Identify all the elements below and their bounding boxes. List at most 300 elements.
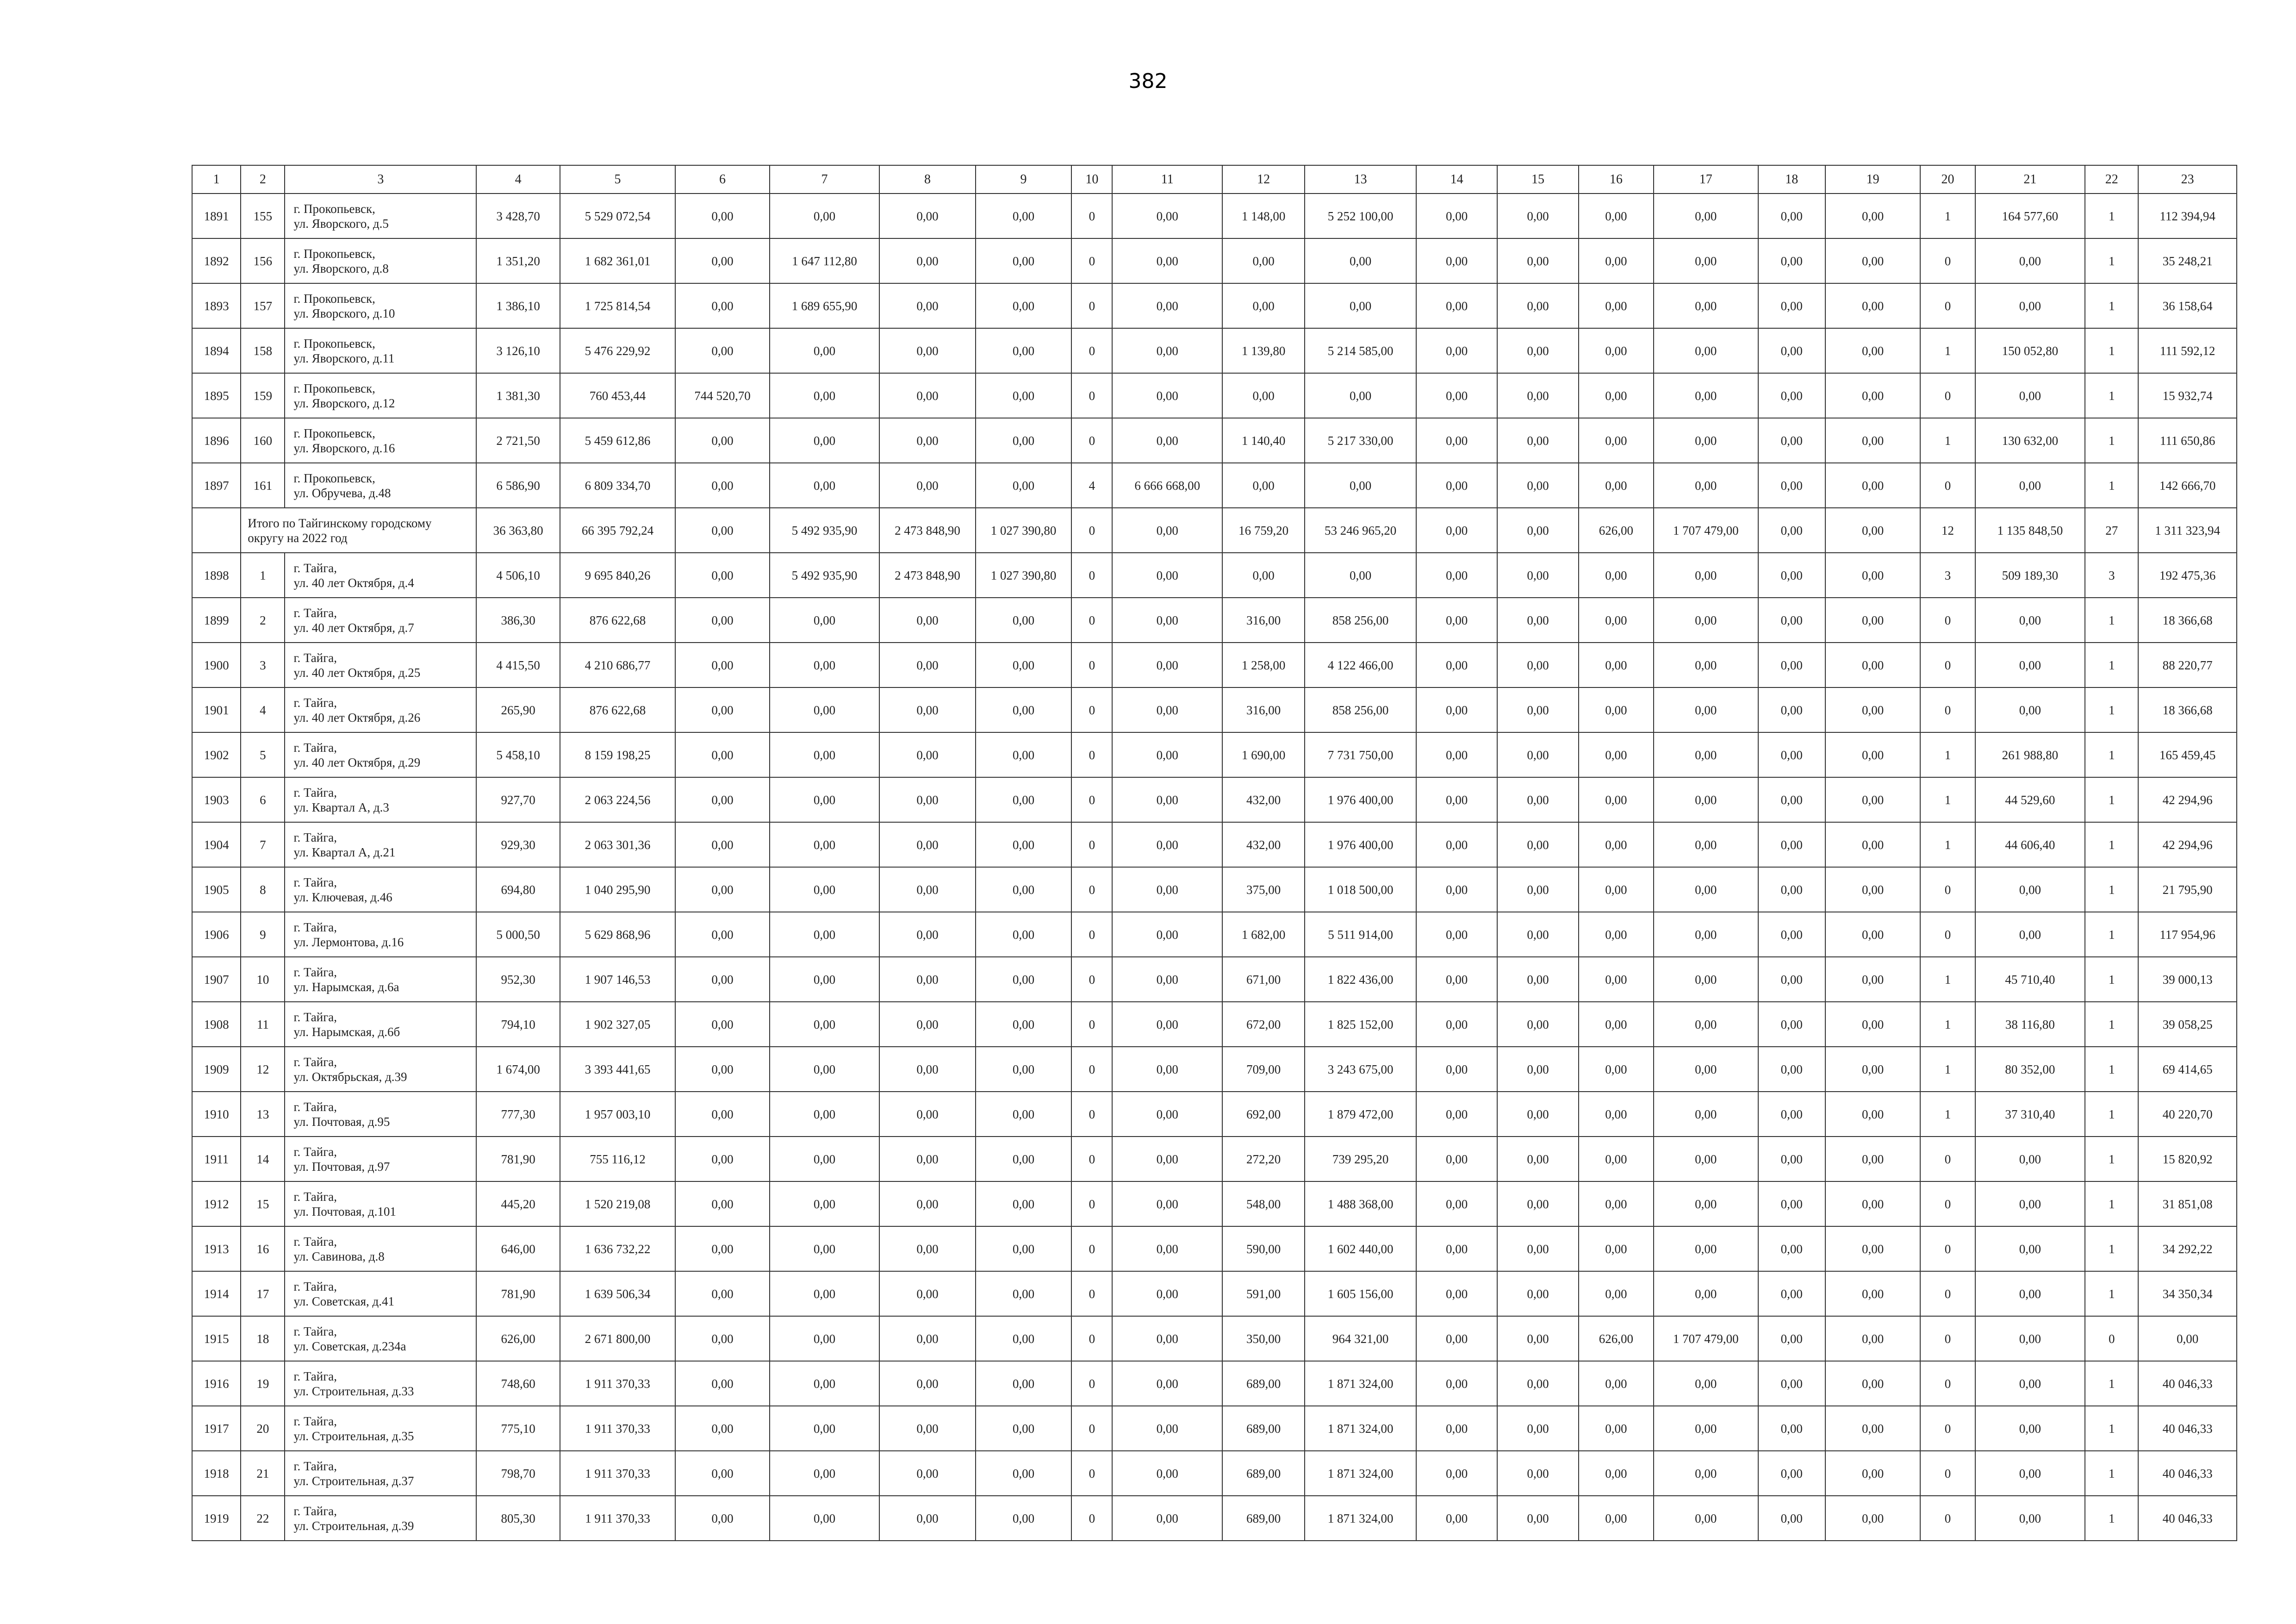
value-cell: 0 bbox=[1071, 1316, 1112, 1361]
value-cell: 0,00 bbox=[1579, 732, 1654, 777]
address-city: г. Тайга, bbox=[293, 1010, 337, 1024]
value-cell: 142 666,70 bbox=[2138, 463, 2237, 508]
row-number: 1905 bbox=[192, 867, 241, 912]
value-cell: 0,00 bbox=[976, 418, 1071, 463]
value-cell: 0,00 bbox=[2138, 1316, 2237, 1361]
value-cell: 0,00 bbox=[1579, 283, 1654, 328]
value-cell: 1 bbox=[2085, 1092, 2138, 1137]
value-cell: 69 414,65 bbox=[2138, 1047, 2237, 1092]
address-street: ул. Строительная, д.35 bbox=[293, 1429, 414, 1443]
value-cell: 0 bbox=[2085, 1316, 2138, 1361]
value-cell: 0,00 bbox=[1758, 643, 1825, 687]
address-cell bbox=[285, 1181, 476, 1226]
sub-number: 14 bbox=[241, 1137, 285, 1181]
value-cell: 0,00 bbox=[1758, 822, 1825, 867]
value-cell: 316,00 bbox=[1222, 687, 1305, 732]
value-cell: 0,00 bbox=[1416, 1181, 1497, 1226]
value-cell: 0,00 bbox=[1497, 1047, 1578, 1092]
value-cell: 4 122 466,00 bbox=[1305, 643, 1416, 687]
value-cell: 1 957 003,10 bbox=[560, 1092, 676, 1137]
address-city: г. Прокопьевск, bbox=[293, 471, 375, 485]
value-cell: 1 bbox=[1920, 1002, 1975, 1047]
value-cell: 1 bbox=[2085, 1002, 2138, 1047]
value-cell: 0,00 bbox=[1222, 553, 1305, 598]
value-cell: 4 bbox=[1071, 463, 1112, 508]
table-row bbox=[192, 553, 2237, 598]
value-cell: 66 395 792,24 bbox=[560, 508, 676, 553]
row-number: 1897 bbox=[192, 463, 241, 508]
value-cell: 0,00 bbox=[675, 1226, 769, 1271]
value-cell: 0,00 bbox=[1416, 1406, 1497, 1451]
value-cell: 0,00 bbox=[1112, 822, 1222, 867]
sub-number: 11 bbox=[241, 1002, 285, 1047]
value-cell: 0,00 bbox=[1112, 1092, 1222, 1137]
value-cell: 0,00 bbox=[1497, 1361, 1578, 1406]
value-cell: 0,00 bbox=[976, 238, 1071, 283]
value-cell: 0,00 bbox=[1758, 418, 1825, 463]
column-number: 23 bbox=[2138, 165, 2237, 194]
value-cell: 0,00 bbox=[1497, 1181, 1578, 1226]
value-cell: 0 bbox=[1071, 328, 1112, 373]
address-street: ул. Яворского, д.10 bbox=[293, 306, 395, 320]
row-number: 1908 bbox=[192, 1002, 241, 1047]
value-cell: 0,00 bbox=[1825, 418, 1920, 463]
value-cell: 1 871 324,00 bbox=[1305, 1496, 1416, 1541]
value-cell: 3 393 441,65 bbox=[560, 1047, 676, 1092]
total-row bbox=[192, 508, 2237, 553]
value-cell: 0,00 bbox=[1416, 1496, 1497, 1541]
value-cell: 781,90 bbox=[476, 1271, 560, 1316]
value-cell: 952,30 bbox=[476, 957, 560, 1002]
value-cell: 0,00 bbox=[976, 912, 1071, 957]
value-cell: 0,00 bbox=[976, 328, 1071, 373]
value-cell: 0 bbox=[1920, 238, 1975, 283]
value-cell: 805,30 bbox=[476, 1496, 560, 1541]
value-cell: 929,30 bbox=[476, 822, 560, 867]
value-cell: 1 911 370,33 bbox=[560, 1496, 676, 1541]
value-cell: 5 511 914,00 bbox=[1305, 912, 1416, 957]
value-cell: 1 976 400,00 bbox=[1305, 822, 1416, 867]
value-cell: 44 606,40 bbox=[1975, 822, 2085, 867]
value-cell: 0,00 bbox=[1825, 238, 1920, 283]
sub-number: 8 bbox=[241, 867, 285, 912]
value-cell: 1 bbox=[2085, 1226, 2138, 1271]
value-cell: 0 bbox=[1920, 1316, 1975, 1361]
sub-number: 19 bbox=[241, 1361, 285, 1406]
value-cell: 0,00 bbox=[1497, 1451, 1578, 1496]
value-cell: 1 bbox=[2085, 238, 2138, 283]
address-cell bbox=[285, 598, 476, 643]
row-number: 1898 bbox=[192, 553, 241, 598]
value-cell: 744 520,70 bbox=[675, 373, 769, 418]
value-cell: 0,00 bbox=[1416, 418, 1497, 463]
value-cell: 0,00 bbox=[770, 373, 880, 418]
value-cell: 0,00 bbox=[1758, 867, 1825, 912]
address-cell bbox=[285, 1092, 476, 1137]
value-cell: 0 bbox=[1071, 283, 1112, 328]
value-cell: 1 bbox=[2085, 1047, 2138, 1092]
value-cell: 0,00 bbox=[1654, 553, 1758, 598]
address-cell bbox=[285, 1451, 476, 1496]
value-cell: 0,00 bbox=[1654, 238, 1758, 283]
value-cell: 0,00 bbox=[675, 328, 769, 373]
value-cell: 2 473 848,90 bbox=[879, 553, 975, 598]
value-cell: 0,00 bbox=[1758, 373, 1825, 418]
value-cell: 0,00 bbox=[1654, 643, 1758, 687]
address-cell bbox=[285, 553, 476, 598]
value-cell: 0,00 bbox=[1758, 732, 1825, 777]
value-cell: 0,00 bbox=[1654, 328, 1758, 373]
value-cell: 38 116,80 bbox=[1975, 1002, 2085, 1047]
value-cell: 0,00 bbox=[1758, 238, 1825, 283]
value-cell: 4 210 686,77 bbox=[560, 643, 676, 687]
column-number: 15 bbox=[1497, 165, 1578, 194]
value-cell: 0,00 bbox=[1112, 238, 1222, 283]
value-cell: 0,00 bbox=[879, 598, 975, 643]
value-cell: 1 bbox=[1920, 957, 1975, 1002]
value-cell: 0,00 bbox=[1112, 418, 1222, 463]
value-cell: 0,00 bbox=[1579, 463, 1654, 508]
value-cell: 0,00 bbox=[1497, 194, 1578, 238]
value-cell: 0,00 bbox=[1758, 1496, 1825, 1541]
value-cell: 0,00 bbox=[1416, 194, 1497, 238]
value-cell: 0,00 bbox=[675, 1271, 769, 1316]
column-number: 14 bbox=[1416, 165, 1497, 194]
value-cell: 858 256,00 bbox=[1305, 598, 1416, 643]
value-cell: 0,00 bbox=[1416, 1137, 1497, 1181]
value-cell: 0,00 bbox=[976, 1271, 1071, 1316]
value-cell: 1 311 323,94 bbox=[2138, 508, 2237, 553]
value-cell: 0,00 bbox=[1654, 194, 1758, 238]
table-row bbox=[192, 822, 2237, 867]
value-cell: 0,00 bbox=[1497, 1316, 1578, 1361]
value-cell: 34 350,34 bbox=[2138, 1271, 2237, 1316]
value-cell: 0,00 bbox=[976, 1181, 1071, 1226]
value-cell: 350,00 bbox=[1222, 1316, 1305, 1361]
row-number: 1907 bbox=[192, 957, 241, 1002]
value-cell: 265,90 bbox=[476, 687, 560, 732]
value-cell: 1 879 472,00 bbox=[1305, 1092, 1416, 1137]
value-cell: 0,00 bbox=[1654, 822, 1758, 867]
value-cell: 0,00 bbox=[1758, 687, 1825, 732]
row-number: 1900 bbox=[192, 643, 241, 687]
table-row bbox=[192, 1496, 2237, 1541]
value-cell: 0,00 bbox=[1975, 867, 2085, 912]
value-cell: 0,00 bbox=[1579, 1047, 1654, 1092]
value-cell: 0,00 bbox=[976, 732, 1071, 777]
value-cell: 0,00 bbox=[675, 867, 769, 912]
value-cell: 0 bbox=[1071, 1047, 1112, 1092]
value-cell: 0,00 bbox=[879, 1451, 975, 1496]
value-cell: 0,00 bbox=[1758, 328, 1825, 373]
value-cell: 8 159 198,25 bbox=[560, 732, 676, 777]
value-cell: 1 911 370,33 bbox=[560, 1361, 676, 1406]
address-city: г. Тайга, bbox=[293, 740, 337, 755]
value-cell: 1 027 390,80 bbox=[976, 553, 1071, 598]
value-cell: 0,00 bbox=[879, 1092, 975, 1137]
address-street: ул. Ключевая, д.46 bbox=[293, 890, 392, 904]
row-number: 1903 bbox=[192, 777, 241, 822]
sub-number: 9 bbox=[241, 912, 285, 957]
address-cell bbox=[285, 687, 476, 732]
value-cell: 0,00 bbox=[1975, 1271, 2085, 1316]
value-cell: 0,00 bbox=[1975, 1181, 2085, 1226]
value-cell: 0,00 bbox=[1975, 1226, 2085, 1271]
address-city: г. Тайга, bbox=[293, 920, 337, 934]
value-cell: 0,00 bbox=[1416, 1451, 1497, 1496]
sub-number: 157 bbox=[241, 283, 285, 328]
value-cell: 927,70 bbox=[476, 777, 560, 822]
address-cell bbox=[285, 1496, 476, 1541]
row-number: 1901 bbox=[192, 687, 241, 732]
value-cell: 0,00 bbox=[879, 1496, 975, 1541]
value-cell: 0,00 bbox=[675, 912, 769, 957]
value-cell: 6 809 334,70 bbox=[560, 463, 676, 508]
value-cell: 0,00 bbox=[879, 687, 975, 732]
value-cell: 0,00 bbox=[879, 912, 975, 957]
value-cell: 0,00 bbox=[1112, 732, 1222, 777]
value-cell: 0,00 bbox=[1758, 1137, 1825, 1181]
value-cell: 0 bbox=[1071, 1496, 1112, 1541]
value-cell: 0,00 bbox=[770, 1361, 880, 1406]
value-cell: 0,00 bbox=[1112, 1496, 1222, 1541]
value-cell: 0,00 bbox=[976, 1361, 1071, 1406]
table-row bbox=[192, 1137, 2237, 1181]
value-cell: 0,00 bbox=[1825, 687, 1920, 732]
value-cell: 0,00 bbox=[1579, 1137, 1654, 1181]
value-cell: 1 bbox=[2085, 1137, 2138, 1181]
address-cell bbox=[285, 867, 476, 912]
column-number: 6 bbox=[675, 165, 769, 194]
address-street: ул. 40 лет Октября, д.29 bbox=[293, 755, 421, 769]
value-cell: 3 bbox=[2085, 553, 2138, 598]
value-cell: 1 bbox=[2085, 732, 2138, 777]
value-cell: 111 592,12 bbox=[2138, 328, 2237, 373]
table-row bbox=[192, 1226, 2237, 1271]
value-cell: 1 bbox=[2085, 912, 2138, 957]
value-cell: 0,00 bbox=[1758, 1002, 1825, 1047]
value-cell: 548,00 bbox=[1222, 1181, 1305, 1226]
value-cell: 5 252 100,00 bbox=[1305, 194, 1416, 238]
value-cell: 5 492 935,90 bbox=[770, 508, 880, 553]
value-cell: 1 bbox=[1920, 418, 1975, 463]
column-number: 1 bbox=[192, 165, 241, 194]
value-cell: 0,00 bbox=[976, 463, 1071, 508]
value-cell: 0,00 bbox=[879, 1137, 975, 1181]
value-cell: 1 871 324,00 bbox=[1305, 1406, 1416, 1451]
value-cell: 111 650,86 bbox=[2138, 418, 2237, 463]
value-cell: 0,00 bbox=[1112, 1137, 1222, 1181]
value-cell: 0,00 bbox=[1112, 373, 1222, 418]
value-cell: 150 052,80 bbox=[1975, 328, 2085, 373]
table-row bbox=[192, 912, 2237, 957]
value-cell: 0 bbox=[1920, 643, 1975, 687]
sub-number: 156 bbox=[241, 238, 285, 283]
address-street: ул. Советская, д.41 bbox=[293, 1294, 395, 1308]
value-cell: 1 135 848,50 bbox=[1975, 508, 2085, 553]
value-cell: 0,00 bbox=[675, 1137, 769, 1181]
value-cell: 0,00 bbox=[1758, 1451, 1825, 1496]
value-cell: 1 386,10 bbox=[476, 283, 560, 328]
value-cell: 689,00 bbox=[1222, 1361, 1305, 1406]
value-cell: 0 bbox=[1071, 598, 1112, 643]
value-cell: 0 bbox=[1071, 1406, 1112, 1451]
address-street: ул. Октябрьская, д.39 bbox=[293, 1069, 407, 1084]
value-cell: 272,20 bbox=[1222, 1137, 1305, 1181]
value-cell: 0,00 bbox=[675, 463, 769, 508]
value-cell: 1 682,00 bbox=[1222, 912, 1305, 957]
value-cell: 0,00 bbox=[1112, 1361, 1222, 1406]
value-cell: 0,00 bbox=[1758, 912, 1825, 957]
value-cell: 1 258,00 bbox=[1222, 643, 1305, 687]
value-cell: 1 bbox=[2085, 643, 2138, 687]
value-cell: 0,00 bbox=[1497, 777, 1578, 822]
value-cell: 0,00 bbox=[879, 777, 975, 822]
value-cell: 1 689 655,90 bbox=[770, 283, 880, 328]
address-city: г. Тайга, bbox=[293, 650, 337, 665]
value-cell: 0,00 bbox=[1825, 1092, 1920, 1137]
value-cell: 0,00 bbox=[879, 238, 975, 283]
value-cell: 0,00 bbox=[1579, 418, 1654, 463]
empty-cell bbox=[192, 508, 241, 553]
value-cell: 689,00 bbox=[1222, 1406, 1305, 1451]
address-cell bbox=[285, 732, 476, 777]
table-row bbox=[192, 328, 2237, 373]
value-cell: 0,00 bbox=[1222, 373, 1305, 418]
value-cell: 0,00 bbox=[675, 1496, 769, 1541]
value-cell: 0,00 bbox=[675, 1002, 769, 1047]
value-cell: 0,00 bbox=[1758, 1406, 1825, 1451]
address-street: ул. Советская, д.234а bbox=[293, 1339, 406, 1353]
address-city: г. Тайга, bbox=[293, 1055, 337, 1069]
value-cell: 0 bbox=[1920, 1226, 1975, 1271]
table-row bbox=[192, 687, 2237, 732]
address-city: г. Тайга, bbox=[293, 1324, 337, 1338]
value-cell: 0,00 bbox=[1825, 1002, 1920, 1047]
value-cell: 0,00 bbox=[1112, 1406, 1222, 1451]
table-row bbox=[192, 463, 2237, 508]
value-cell: 0,00 bbox=[1579, 777, 1654, 822]
value-cell: 775,10 bbox=[476, 1406, 560, 1451]
row-number: 1896 bbox=[192, 418, 241, 463]
value-cell: 0,00 bbox=[675, 1361, 769, 1406]
value-cell: 0,00 bbox=[1654, 1092, 1758, 1137]
value-cell: 1 822 436,00 bbox=[1305, 957, 1416, 1002]
value-cell: 0,00 bbox=[1975, 643, 2085, 687]
row-number: 1912 bbox=[192, 1181, 241, 1226]
value-cell: 0,00 bbox=[1825, 732, 1920, 777]
value-cell: 1 bbox=[1920, 1092, 1975, 1137]
address-cell bbox=[285, 1226, 476, 1271]
value-cell: 671,00 bbox=[1222, 957, 1305, 1002]
value-cell: 0,00 bbox=[1825, 867, 1920, 912]
value-cell: 0,00 bbox=[1825, 1406, 1920, 1451]
value-cell: 777,30 bbox=[476, 1092, 560, 1137]
address-street: ул. Яворского, д.11 bbox=[293, 351, 395, 365]
value-cell: 40 046,33 bbox=[2138, 1361, 2237, 1406]
value-cell: 0,00 bbox=[1579, 1496, 1654, 1541]
value-cell: 0 bbox=[1071, 1137, 1112, 1181]
value-cell: 0,00 bbox=[770, 957, 880, 1002]
value-cell: 6 586,90 bbox=[476, 463, 560, 508]
value-cell: 432,00 bbox=[1222, 777, 1305, 822]
value-cell: 0,00 bbox=[1825, 373, 1920, 418]
value-cell: 0,00 bbox=[770, 1226, 880, 1271]
value-cell: 0,00 bbox=[1497, 1226, 1578, 1271]
value-cell: 0,00 bbox=[1825, 1271, 1920, 1316]
value-cell: 0,00 bbox=[675, 1316, 769, 1361]
value-cell: 40 220,70 bbox=[2138, 1092, 2237, 1137]
value-cell: 45 710,40 bbox=[1975, 957, 2085, 1002]
value-cell: 0,00 bbox=[1825, 1361, 1920, 1406]
address-city: г. Тайга, bbox=[293, 830, 337, 844]
table-row bbox=[192, 777, 2237, 822]
value-cell: 1 381,30 bbox=[476, 373, 560, 418]
table-row bbox=[192, 957, 2237, 1002]
value-cell: 0 bbox=[1920, 283, 1975, 328]
value-cell: 0,00 bbox=[1579, 1271, 1654, 1316]
column-number: 22 bbox=[2085, 165, 2138, 194]
value-cell: 1 520 219,08 bbox=[560, 1181, 676, 1226]
value-cell: 0,00 bbox=[879, 957, 975, 1002]
value-cell: 3 428,70 bbox=[476, 194, 560, 238]
value-cell: 0,00 bbox=[675, 598, 769, 643]
value-cell: 0,00 bbox=[1654, 1226, 1758, 1271]
value-cell: 1 bbox=[2085, 1361, 2138, 1406]
address-cell bbox=[285, 1137, 476, 1181]
value-cell: 0,00 bbox=[879, 1181, 975, 1226]
total-label-line1: Итого по Тайгинскому городскому bbox=[248, 516, 432, 530]
sub-number: 159 bbox=[241, 373, 285, 418]
value-cell: 0,00 bbox=[1416, 463, 1497, 508]
value-cell: 4 415,50 bbox=[476, 643, 560, 687]
value-cell: 0,00 bbox=[675, 643, 769, 687]
value-cell: 261 988,80 bbox=[1975, 732, 2085, 777]
value-cell: 0,00 bbox=[1112, 1271, 1222, 1316]
value-cell: 1 871 324,00 bbox=[1305, 1451, 1416, 1496]
address-street: ул. Почтовая, д.95 bbox=[293, 1114, 390, 1129]
value-cell: 0,00 bbox=[1497, 822, 1578, 867]
value-cell: 0,00 bbox=[1654, 957, 1758, 1002]
value-cell: 1 976 400,00 bbox=[1305, 777, 1416, 822]
value-cell: 0,00 bbox=[1825, 328, 1920, 373]
value-cell: 0,00 bbox=[1579, 1092, 1654, 1137]
column-number: 9 bbox=[976, 165, 1071, 194]
value-cell: 0,00 bbox=[1654, 777, 1758, 822]
row-number: 1891 bbox=[192, 194, 241, 238]
value-cell: 192 475,36 bbox=[2138, 553, 2237, 598]
value-cell: 0,00 bbox=[976, 1496, 1071, 1541]
column-number-row bbox=[192, 165, 2237, 194]
row-number: 1904 bbox=[192, 822, 241, 867]
value-cell: 0,00 bbox=[879, 1047, 975, 1092]
value-cell: 876 622,68 bbox=[560, 598, 676, 643]
value-cell: 0,00 bbox=[1416, 643, 1497, 687]
value-cell: 0,00 bbox=[675, 822, 769, 867]
value-cell: 5 459 612,86 bbox=[560, 418, 676, 463]
value-cell: 0,00 bbox=[1825, 912, 1920, 957]
value-cell: 0,00 bbox=[1416, 373, 1497, 418]
value-cell: 0,00 bbox=[976, 1226, 1071, 1271]
value-cell: 40 046,33 bbox=[2138, 1406, 2237, 1451]
value-cell: 5 529 072,54 bbox=[560, 194, 676, 238]
row-number: 1899 bbox=[192, 598, 241, 643]
value-cell: 5 217 330,00 bbox=[1305, 418, 1416, 463]
value-cell: 0,00 bbox=[1825, 598, 1920, 643]
value-cell: 1 bbox=[2085, 1406, 2138, 1451]
value-cell: 4 506,10 bbox=[476, 553, 560, 598]
address-street: ул. Яворского, д.16 bbox=[293, 441, 395, 455]
